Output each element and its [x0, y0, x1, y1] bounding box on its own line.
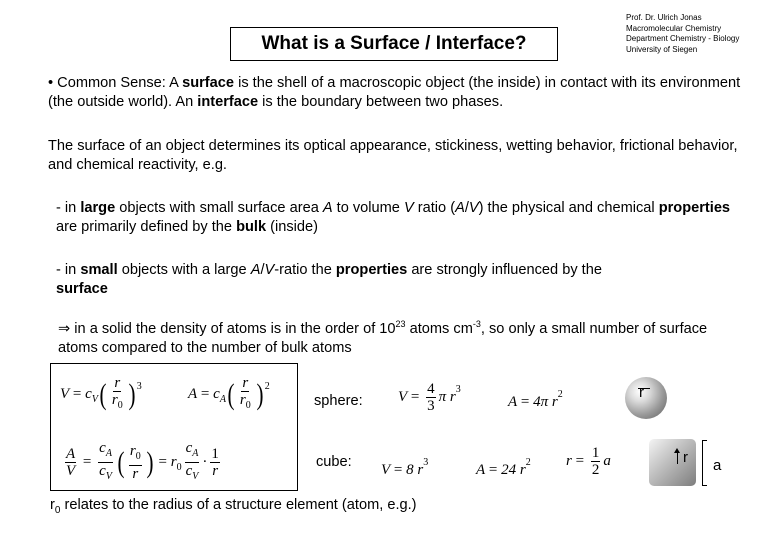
bullet: •: [48, 75, 54, 91]
author-block: [626, 13, 739, 55]
sphere-area-equation: [508, 389, 563, 411]
equals: =: [393, 462, 403, 478]
cube-radius-equation: [566, 445, 611, 478]
var-V: V: [60, 385, 70, 402]
num: r: [242, 375, 249, 391]
var-V: V: [403, 200, 414, 216]
var-A: A: [508, 394, 518, 410]
fraction-cA-cV: [185, 440, 200, 485]
fraction: [111, 375, 124, 414]
author-department: Department Chemistry - Biology: [626, 34, 740, 43]
c: c: [99, 440, 106, 456]
pi: π: [438, 388, 447, 405]
r0: r: [111, 392, 118, 408]
den: r: [132, 466, 139, 482]
text: are primarily defined by the: [56, 219, 237, 235]
text: /: [260, 262, 265, 278]
bold-large: large: [80, 200, 116, 216]
equals: =: [410, 388, 420, 405]
fraction-r0-r: [129, 443, 142, 482]
den: 3: [427, 398, 435, 414]
fraction: [239, 375, 252, 414]
expr: 8 r: [406, 462, 424, 478]
intro-paragraph: [48, 74, 748, 112]
text: objects with a large: [117, 262, 251, 278]
r0: r: [239, 392, 246, 408]
intro-bold-interface: interface: [197, 94, 259, 110]
num: [185, 440, 200, 463]
fraction-cA-cV: [98, 440, 113, 485]
bold-properties: properties: [335, 262, 408, 278]
equals: =: [575, 452, 585, 469]
den: 2: [591, 462, 600, 478]
equals: =: [82, 453, 92, 470]
var-V: V: [381, 462, 391, 478]
paren: (: [117, 445, 125, 479]
equals: =: [158, 453, 167, 470]
sub: 0: [135, 451, 141, 462]
text: objects with small surface area: [115, 200, 323, 216]
expr: 4π r: [533, 394, 558, 410]
den: [111, 392, 124, 414]
num: [129, 443, 142, 466]
paren: (: [227, 377, 235, 411]
subscript: V: [91, 393, 98, 405]
paren: (: [99, 377, 107, 411]
text: in a solid the density of atoms is in the order of 10: [70, 321, 396, 337]
area-equation: [188, 375, 270, 414]
exponent: 2: [264, 380, 270, 392]
fraction-1-r: [210, 446, 220, 479]
sub: A: [105, 448, 112, 459]
dot: ·: [202, 453, 208, 470]
paren: ): [128, 377, 136, 411]
exponent: 3: [136, 380, 142, 392]
c: c: [99, 463, 106, 479]
equals: =: [488, 462, 498, 478]
var-A: A: [476, 462, 486, 478]
sub: V: [105, 471, 112, 482]
ratio-equation: [62, 440, 223, 485]
den: r: [212, 463, 219, 479]
small-objects-item: [56, 261, 746, 299]
bold-properties: properties: [658, 200, 731, 216]
author-group: Macromolecular Chemistry: [626, 23, 722, 33]
intro-bold-surface: surface: [182, 75, 235, 91]
implies-arrow: ⇒: [58, 321, 71, 337]
exponent: 2: [557, 389, 563, 400]
paren: ): [146, 445, 154, 479]
var-r: r: [449, 388, 456, 405]
var-c: c: [213, 385, 220, 402]
var-V: V: [264, 262, 275, 278]
text: (inside): [266, 219, 318, 235]
sphere-label: sphere:: [314, 393, 363, 409]
var-A: A: [322, 200, 333, 216]
var-r: r: [566, 452, 572, 469]
den: [239, 392, 252, 414]
fraction-1-2: [591, 445, 601, 478]
exponent: 3: [455, 383, 461, 395]
cube-area-equation: [476, 457, 531, 479]
text: - in: [56, 262, 81, 278]
den: [185, 463, 200, 485]
cube-side-bracket: [702, 440, 707, 486]
subscript: A: [219, 393, 226, 405]
text: ratio (: [413, 200, 456, 216]
var-A: A: [250, 262, 261, 278]
equals: =: [520, 394, 530, 410]
exponent: 2: [525, 457, 531, 468]
subscript: 0: [176, 461, 182, 473]
sub: V: [192, 471, 199, 482]
fraction-AV: [65, 446, 76, 479]
sphere-volume-equation: [398, 381, 461, 414]
intro-text: is the shell of a macroscopic object (the inside) in contact with its environment (the outside world). An: [48, 75, 741, 110]
fraction-4-3: [426, 381, 436, 414]
page-title: What is a Surface / Interface?: [230, 27, 558, 61]
density-statement: [58, 320, 748, 358]
bold-surface: surface: [56, 281, 108, 297]
paren: ): [256, 377, 264, 411]
text: to volume: [332, 200, 404, 216]
equals: =: [72, 385, 82, 402]
var-r0: r: [170, 453, 177, 470]
sub: A: [192, 448, 199, 459]
num: 1: [211, 446, 219, 462]
text: ) the physical and chemical: [478, 200, 659, 216]
text: /: [464, 200, 469, 216]
exponent: -3: [472, 319, 481, 329]
sphere-radius-label: r: [639, 384, 644, 401]
text: , so only a small number of surface atoms compared to the number of bulk atoms: [58, 321, 708, 356]
c: c: [185, 463, 193, 479]
equals: =: [200, 385, 210, 402]
num: r: [114, 375, 121, 391]
intro-text: is the boundary between two phases.: [258, 94, 504, 110]
subscript: 0: [54, 505, 61, 516]
num: [98, 440, 113, 463]
text: -ratio the: [274, 262, 336, 278]
cube-volume-equation: [381, 457, 428, 479]
cube-label: cube:: [316, 454, 352, 470]
num: 4: [427, 381, 435, 397]
num: 1: [591, 445, 600, 461]
bold-small: small: [80, 262, 118, 278]
text: are strongly influenced by the: [407, 262, 602, 278]
cube-illustration: [649, 439, 696, 486]
r0: r: [129, 443, 136, 459]
surface-paragraph: The surface of an object determines its optical appearance, stickiness, wetting behavior, frictional behavior, and chemical reactivity, e.g.: [48, 138, 738, 173]
large-objects-item: [56, 199, 746, 237]
footnote: [50, 496, 417, 520]
volume-equation: [60, 375, 142, 414]
expr: 24 r: [501, 462, 526, 478]
den: V: [66, 463, 76, 479]
exponent: 23: [395, 319, 406, 329]
var-V: V: [398, 388, 408, 405]
var-A: A: [455, 200, 465, 216]
var-a: a: [603, 452, 611, 469]
sub: 0: [117, 400, 123, 411]
cube-radius-label: r: [683, 449, 688, 466]
c: c: [185, 440, 193, 456]
bold-bulk: bulk: [236, 219, 267, 235]
cube-side-label: a: [713, 457, 722, 474]
intro-text: Common Sense: A: [53, 75, 183, 91]
exponent: 3: [423, 457, 429, 468]
num: A: [66, 446, 76, 462]
text: - in: [56, 200, 81, 216]
var-c: c: [85, 385, 92, 402]
author-name: Prof. Dr. Ulrich Jonas: [626, 13, 702, 22]
var-r: r: [50, 497, 55, 513]
den: [98, 463, 113, 485]
var-A: A: [188, 385, 198, 402]
author-university: University of Siegen: [626, 44, 698, 54]
footnote-text: relates to the radius of a structure element (atom, e.g.): [60, 497, 417, 513]
sub: 0: [245, 400, 251, 411]
text: atoms cm: [405, 321, 473, 337]
arrow-up-icon: [674, 448, 680, 453]
sphere-illustration: [625, 377, 667, 419]
var-V: V: [468, 200, 479, 216]
